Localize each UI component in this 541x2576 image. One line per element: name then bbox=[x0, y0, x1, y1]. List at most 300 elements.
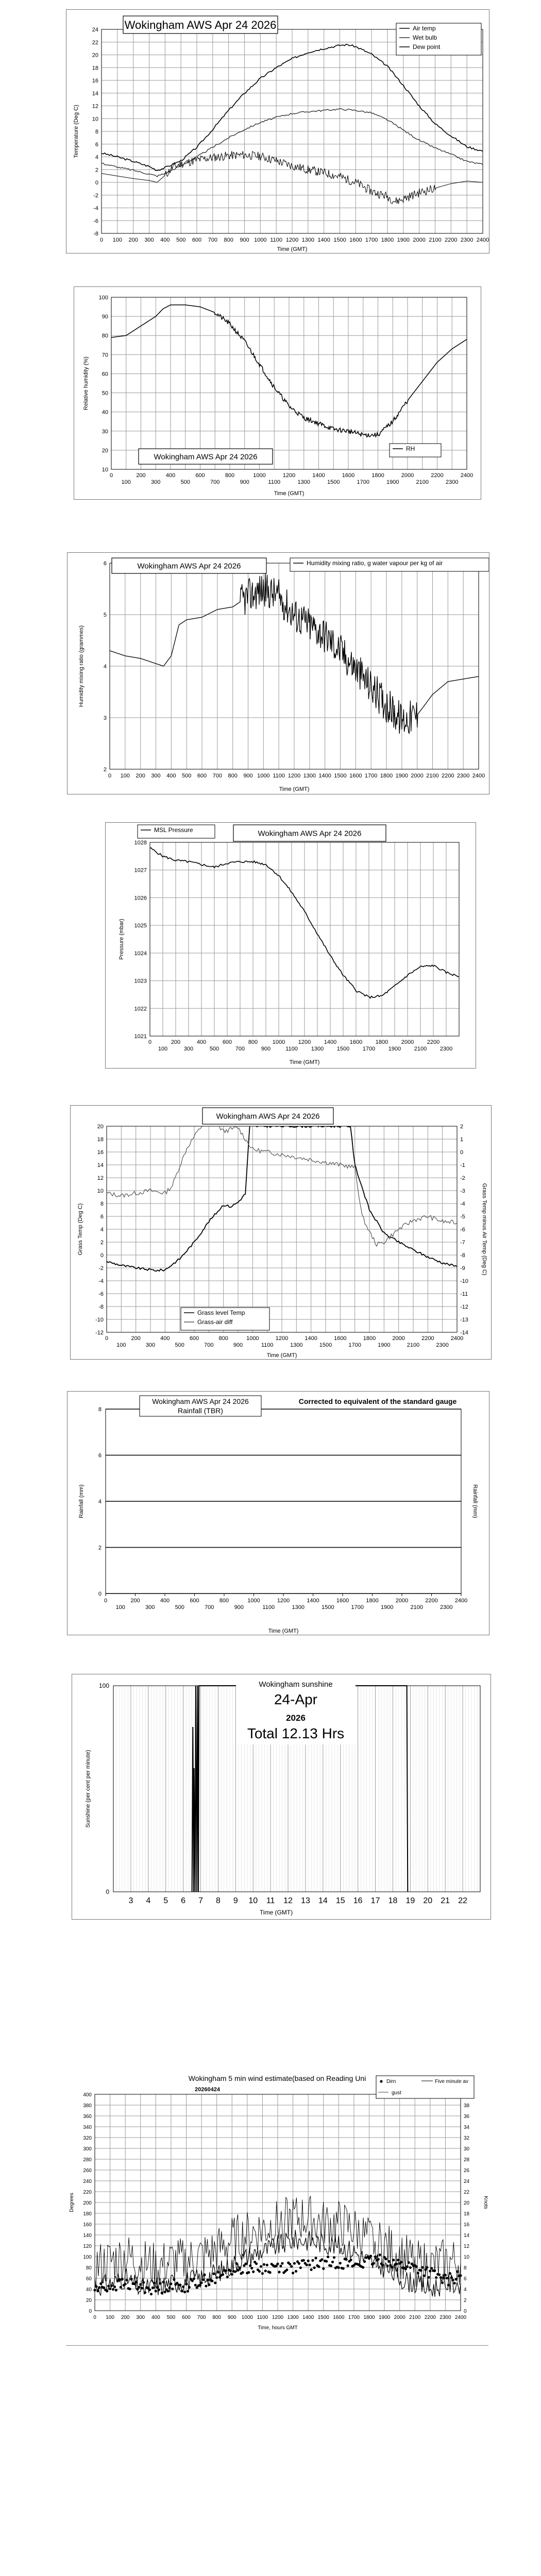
wind-direction-point bbox=[112, 2288, 114, 2291]
wind-direction-point bbox=[435, 2276, 437, 2279]
grass-xtick-minor-label: 1700 bbox=[348, 1342, 361, 1348]
rh-xtick-label: 600 bbox=[195, 472, 205, 479]
sun-chart-total: Total 12.13 Hrs bbox=[247, 1725, 345, 1741]
pressure-xtick-minor-label: 500 bbox=[209, 1046, 219, 1052]
grass-legend-label: Grass-air diff bbox=[197, 1318, 233, 1326]
temp-xtick-label: 1600 bbox=[349, 237, 362, 243]
wind-direction-point bbox=[226, 2276, 229, 2278]
grass-ytick-right-label: -11 bbox=[460, 1291, 468, 1297]
wind-direction-point bbox=[260, 2265, 262, 2268]
wind-direction-point bbox=[229, 2269, 232, 2272]
wind-ytick-right-label: 18 bbox=[464, 2211, 470, 2217]
sun-ytick-label: 100 bbox=[98, 1682, 109, 1689]
wind-direction-point bbox=[306, 2264, 308, 2266]
wind-direction-point bbox=[409, 2266, 412, 2269]
wind-direction-point bbox=[217, 2271, 219, 2274]
wind-direction-point bbox=[187, 2290, 189, 2293]
rh-ytick-label: 100 bbox=[98, 295, 108, 301]
wind-ytick-right-label: 30 bbox=[464, 2146, 470, 2152]
rh-ytick-label: 80 bbox=[102, 333, 108, 340]
grass-ytick-label: 10 bbox=[97, 1188, 104, 1194]
wind-direction-point bbox=[158, 2289, 160, 2291]
mix-xtick-label: 100 bbox=[120, 773, 130, 779]
wind-direction-point bbox=[330, 2264, 332, 2267]
wind-direction-point bbox=[200, 2281, 203, 2284]
wind-legend-label: Five minute av bbox=[435, 2079, 469, 2084]
grass-xtick-minor-label: 300 bbox=[145, 1342, 156, 1348]
temp-xtick-label: 1400 bbox=[317, 237, 330, 243]
rh-xtick-minor-label: 2100 bbox=[416, 479, 429, 485]
wind-direction-point bbox=[368, 2257, 370, 2260]
rain-y-axis-right-title: Rainfall (mm) bbox=[472, 1484, 478, 1518]
wind-direction-point bbox=[438, 2274, 441, 2276]
wind-direction-point bbox=[386, 2264, 388, 2267]
mix-xtick-label: 1000 bbox=[257, 773, 270, 779]
rain-ytick-label: 8 bbox=[98, 1406, 102, 1413]
rain-xtick-minor-label: 300 bbox=[145, 1604, 155, 1611]
rain-xtick-minor-label: 1100 bbox=[262, 1604, 275, 1611]
wind-direction-point bbox=[148, 2289, 151, 2291]
mix-xtick-label: 600 bbox=[197, 773, 207, 779]
wind-direction-point bbox=[459, 2274, 462, 2277]
wind-direction-point bbox=[120, 2286, 122, 2289]
wind-ytick-right-label: 20 bbox=[464, 2200, 470, 2206]
grass-ytick-label: 18 bbox=[97, 1137, 104, 1143]
rh-legend bbox=[390, 444, 441, 457]
rain-xtick-minor-label: 500 bbox=[175, 1604, 184, 1611]
wind-xtick-label: 1200 bbox=[272, 2315, 284, 2320]
wind-direction-point bbox=[299, 2266, 302, 2269]
rainfall-chart-svg bbox=[67, 1392, 489, 1635]
mix-ytick-label: 2 bbox=[103, 767, 107, 773]
rh-xtick-label: 2000 bbox=[401, 472, 414, 479]
wind-direction-point bbox=[212, 2273, 215, 2275]
wind-direction-point bbox=[417, 2272, 419, 2274]
wind-legend-label: gust bbox=[392, 2090, 401, 2096]
mix-xtick-label: 1200 bbox=[288, 773, 301, 779]
grass-x-axis-title: Time (GMT) bbox=[266, 1352, 297, 1359]
temp-xtick-label: 300 bbox=[144, 237, 154, 243]
temp-xtick-label: 0 bbox=[99, 237, 104, 243]
mix-xtick-label: 2300 bbox=[457, 773, 470, 779]
wind-direction-point bbox=[93, 2289, 96, 2292]
wind-direction-point bbox=[450, 2276, 453, 2279]
grass-legend-label: Grass level Temp bbox=[197, 1309, 245, 1316]
grass-xtick-label: 1000 bbox=[246, 1335, 259, 1342]
wind-direction-point bbox=[113, 2285, 116, 2288]
wind-ytick-right-label: 10 bbox=[464, 2255, 470, 2260]
rh-xtick-label: 800 bbox=[225, 472, 235, 479]
grass-xtick-label: 2400 bbox=[450, 1335, 464, 1342]
temp-ytick-label: 18 bbox=[92, 65, 98, 72]
wind-direction-point bbox=[166, 2290, 169, 2292]
wind-xtick-label: 1500 bbox=[317, 2315, 329, 2320]
wind-ytick-label: 140 bbox=[83, 2233, 92, 2239]
sun-xtick-label: 5 bbox=[163, 1896, 168, 1905]
wind-direction-point bbox=[295, 2270, 297, 2273]
temp-ytick-label: 6 bbox=[95, 141, 98, 148]
pressure-xtick-label: 400 bbox=[196, 1039, 207, 1045]
wind-ytick-label: 340 bbox=[83, 2125, 92, 2130]
pressure-xtick-minor-label: 100 bbox=[158, 1046, 168, 1052]
rh-xtick-minor-label: 500 bbox=[180, 479, 190, 485]
grass-xtick-minor-label: 2300 bbox=[436, 1342, 449, 1348]
temp-xtick-label: 900 bbox=[240, 237, 249, 243]
wind-direction-point bbox=[433, 2269, 436, 2272]
wind-direction-point bbox=[429, 2270, 431, 2273]
wind-xtick-label: 2300 bbox=[439, 2315, 451, 2320]
pressure-xtick-label: 0 bbox=[148, 1039, 152, 1045]
grass-grid bbox=[107, 1126, 457, 1332]
sunshine-chart-svg bbox=[72, 1674, 491, 1919]
wind-ytick-label: 280 bbox=[83, 2157, 92, 2163]
temp-xtick-label: 2200 bbox=[445, 237, 458, 243]
grass-chart-title: Wokingham AWS Apr 24 2026 bbox=[216, 1112, 320, 1121]
wind-direction-point bbox=[443, 2277, 445, 2279]
pressure-ytick-label: 1027 bbox=[134, 867, 147, 874]
grass-ytick-right-label: -14 bbox=[460, 1330, 468, 1336]
wind-direction-point bbox=[237, 2269, 240, 2272]
temp-xtick-label: 700 bbox=[208, 237, 218, 243]
pressure-legend-label: MSL Pressure bbox=[154, 826, 193, 834]
grass-ytick-label: -8 bbox=[98, 1304, 104, 1310]
temp-xtick-label: 1100 bbox=[270, 237, 282, 243]
wind-direction-point bbox=[249, 2264, 251, 2267]
mix-xtick-label: 1100 bbox=[273, 773, 285, 779]
grass-ytick-label: 0 bbox=[100, 1252, 104, 1259]
wind-direction-point bbox=[258, 2270, 261, 2273]
pressure-ytick-label: 1025 bbox=[134, 923, 147, 929]
wind-direction-point bbox=[453, 2282, 456, 2284]
wind-x-axis-title: Time, hours GMT bbox=[258, 2325, 298, 2331]
rain-xtick-label: 0 bbox=[104, 1598, 108, 1604]
grass-xtick-minor-label: 1900 bbox=[378, 1342, 391, 1348]
wind-direction-point bbox=[171, 2287, 174, 2290]
grass-ytick-right-label: -10 bbox=[460, 1278, 468, 1284]
mixing-ratio-chart bbox=[67, 552, 489, 794]
wind-direction-point bbox=[339, 2262, 342, 2264]
wind-direction-point bbox=[430, 2267, 433, 2269]
mix-legend-label: Humidity mixing ratio, g water vapour per kg of air bbox=[307, 560, 443, 567]
wind-direction-point bbox=[307, 2260, 310, 2262]
wind-direction-point bbox=[128, 2287, 131, 2290]
wind-direction-point bbox=[327, 2256, 329, 2258]
wind-direction-point bbox=[292, 2272, 294, 2274]
rain-xtick-minor-label: 2300 bbox=[440, 1604, 453, 1611]
wind-ytick-label: 380 bbox=[83, 2103, 92, 2109]
mix-xtick-label: 300 bbox=[151, 773, 161, 779]
wind-direction-point bbox=[374, 2256, 377, 2258]
grass-xtick-label: 600 bbox=[189, 1335, 199, 1342]
sun-xtick-label: 7 bbox=[198, 1896, 203, 1905]
rain-xtick-label: 2200 bbox=[425, 1598, 438, 1604]
rh-xtick-minor-label: 2300 bbox=[446, 479, 459, 485]
wind-direction-point bbox=[151, 2286, 154, 2289]
rain-ytick-label: 0 bbox=[98, 1591, 102, 1597]
sun-xtick-label: 12 bbox=[283, 1896, 293, 1905]
wind-ytick-label: 240 bbox=[83, 2179, 92, 2184]
grass-ytick-right-label: 2 bbox=[460, 1124, 464, 1130]
rh-xtick-label: 1000 bbox=[253, 472, 266, 479]
grass-xtick-minor-label: 1100 bbox=[261, 1342, 274, 1348]
rh-ytick-label: 70 bbox=[102, 352, 108, 359]
wind-direction-point bbox=[263, 2263, 265, 2266]
pressure-xtick-label: 1800 bbox=[375, 1039, 388, 1045]
grass-ytick-label: -10 bbox=[95, 1317, 104, 1323]
wind-ytick-label: 400 bbox=[83, 2092, 92, 2098]
temp-xtick-label: 100 bbox=[112, 237, 123, 243]
wind-direction-point bbox=[214, 2281, 216, 2284]
grass-xtick-minor-label: 500 bbox=[175, 1342, 184, 1348]
wind-legend-label: Dirn bbox=[386, 2079, 396, 2084]
wind-direction-point bbox=[420, 2269, 422, 2272]
grass-ytick-right-label: -12 bbox=[460, 1304, 468, 1310]
mix-xtick-label: 400 bbox=[166, 773, 176, 779]
wind-direction-point bbox=[247, 2271, 250, 2274]
rain-chart-note: Corrected to equivalent of the standard gauge bbox=[298, 1397, 457, 1405]
grass-ytick-right-label: -6 bbox=[460, 1227, 465, 1233]
grass-ytick-right-label: -1 bbox=[460, 1162, 465, 1168]
wind-direction-point bbox=[250, 2267, 253, 2269]
wind-direction-point bbox=[320, 2258, 323, 2261]
wind-y-axis-right-title: Knots bbox=[483, 2196, 488, 2209]
grass-xtick-minor-label: 1300 bbox=[290, 1342, 303, 1348]
wind-direction-point bbox=[121, 2278, 124, 2280]
wind-direction-point bbox=[444, 2274, 447, 2276]
wind-ytick-right-label: 2 bbox=[464, 2298, 467, 2303]
grass-ytick-label: 4 bbox=[100, 1227, 104, 1233]
pressure-chart-svg bbox=[106, 823, 476, 1068]
sun-xtick-label: 16 bbox=[353, 1896, 363, 1905]
sun-xtick-label: 21 bbox=[441, 1896, 450, 1905]
wind-xtick-label: 2200 bbox=[424, 2315, 436, 2320]
wind-direction-point bbox=[441, 2281, 444, 2284]
rain-xtick-label: 1400 bbox=[307, 1598, 319, 1604]
wind-ytick-right-label: 34 bbox=[464, 2125, 470, 2130]
sun-xtick-label: 18 bbox=[388, 1896, 398, 1905]
wind-direction-point bbox=[208, 2283, 210, 2286]
pressure-x-axis-title: Time (GMT) bbox=[289, 1059, 320, 1065]
rain-xtick-minor-label: 1500 bbox=[322, 1604, 334, 1611]
grass-ytick-right-label: -4 bbox=[460, 1201, 465, 1207]
wind-direction-point bbox=[141, 2287, 143, 2290]
wind-ytick-right-label: 16 bbox=[464, 2222, 470, 2228]
pressure-xtick-minor-label: 700 bbox=[235, 1046, 245, 1052]
wind-chart-date: 20260424 bbox=[195, 2087, 220, 2093]
mix-xtick-label: 1900 bbox=[395, 773, 409, 779]
rh-ytick-label: 30 bbox=[102, 428, 108, 435]
rain-xtick-label: 2400 bbox=[454, 1598, 468, 1604]
wind-direction-point bbox=[400, 2261, 402, 2263]
rain-xtick-label: 600 bbox=[190, 1598, 199, 1604]
temp-xtick-label: 2300 bbox=[460, 237, 474, 243]
sun-chart-title: Wokingham sunshine bbox=[259, 1680, 333, 1689]
wind-direction-point bbox=[449, 2272, 451, 2275]
rain-xtick-label: 1800 bbox=[366, 1598, 379, 1604]
grass-xtick-label: 200 bbox=[131, 1335, 141, 1342]
wind-xtick-label: 1400 bbox=[302, 2315, 314, 2320]
wind-direction-point bbox=[311, 2259, 314, 2262]
wind-ytick-label: 260 bbox=[83, 2168, 92, 2174]
wind-ytick-label: 20 bbox=[86, 2298, 92, 2303]
wind-direction-point bbox=[109, 2287, 111, 2290]
wind-direction-point bbox=[255, 2262, 258, 2265]
wind-legend-dirn-swatch bbox=[380, 2080, 382, 2082]
wind-direction-point bbox=[317, 2265, 320, 2268]
mix-xtick-label: 800 bbox=[228, 773, 238, 779]
wind-direction-point bbox=[345, 2258, 348, 2261]
humidity-chart bbox=[74, 286, 481, 500]
wind-direction-point bbox=[421, 2266, 424, 2268]
wind-xtick-label: 600 bbox=[182, 2315, 191, 2320]
wind-xtick-label: 2000 bbox=[394, 2315, 405, 2320]
mix-xtick-label: 2100 bbox=[426, 773, 439, 779]
wind-direction-point bbox=[161, 2292, 163, 2294]
wind-direction-point bbox=[231, 2273, 233, 2276]
wind-direction-point bbox=[290, 2265, 293, 2268]
pressure-ytick-label: 1022 bbox=[134, 1006, 147, 1012]
wind-direction-point bbox=[415, 2265, 418, 2268]
wind-ytick-label: 80 bbox=[86, 2265, 92, 2271]
wind-direction-point bbox=[397, 2259, 399, 2261]
grass-ytick-label: 12 bbox=[97, 1175, 104, 1181]
wind-direction-point bbox=[314, 2257, 317, 2259]
rain-xtick-minor-label: 100 bbox=[115, 1604, 125, 1611]
wind-direction-point bbox=[293, 2262, 296, 2265]
rh-xtick-minor-label: 1900 bbox=[386, 479, 399, 485]
mix-chart-title: Wokingham AWS Apr 24 2026 bbox=[137, 562, 241, 571]
sun-xtick-label: 9 bbox=[233, 1896, 238, 1905]
wind-direction-point bbox=[373, 2262, 375, 2265]
mix-xtick-label: 700 bbox=[212, 773, 223, 779]
temp-xtick-label: 1700 bbox=[365, 237, 378, 243]
pressure-xtick-label: 2200 bbox=[427, 1039, 440, 1045]
wind-direction-point bbox=[199, 2284, 201, 2286]
grass-xtick-label: 1400 bbox=[305, 1335, 317, 1342]
wind-direction-point bbox=[457, 2270, 459, 2273]
rain-xtick-minor-label: 700 bbox=[205, 1604, 214, 1611]
rh-xtick-minor-label: 300 bbox=[151, 479, 161, 485]
wind-ytick-right-label: 26 bbox=[464, 2168, 470, 2174]
temp-xtick-label: 1900 bbox=[397, 237, 410, 243]
wind-direction-point bbox=[144, 2291, 146, 2294]
wind-direction-point bbox=[201, 2278, 204, 2281]
wind-direction-point bbox=[426, 2266, 428, 2268]
mix-xtick-label: 1800 bbox=[380, 773, 393, 779]
rain-chart-subtitle: Rainfall (TBR) bbox=[178, 1406, 223, 1415]
sun-xtick-label: 19 bbox=[405, 1896, 415, 1905]
rain-xtick-label: 1600 bbox=[336, 1598, 349, 1604]
temp-xtick-label: 1300 bbox=[301, 237, 315, 243]
rh-xtick-label: 400 bbox=[165, 472, 176, 479]
wind-direction-point bbox=[235, 2262, 238, 2265]
mix-xtick-label: 1300 bbox=[303, 773, 316, 779]
grass-y-axis-right-title: Grass Temp minus Air Temp (Deg C) bbox=[481, 1183, 487, 1276]
wind-direction-point bbox=[322, 2267, 325, 2270]
wind-direction-point bbox=[183, 2291, 186, 2293]
wind-xtick-label: 400 bbox=[151, 2315, 160, 2320]
grass-ytick-label: 16 bbox=[97, 1149, 104, 1156]
rh-xtick-label: 1200 bbox=[282, 472, 296, 479]
wind-xtick-label: 800 bbox=[212, 2315, 222, 2320]
wind-ytick-label: 120 bbox=[83, 2244, 92, 2249]
wind-direction-point bbox=[103, 2286, 105, 2289]
pressure-xtick-minor-label: 1700 bbox=[362, 1046, 376, 1052]
mix-xtick-label: 2200 bbox=[442, 773, 454, 779]
pressure-xtick-minor-label: 2100 bbox=[414, 1046, 427, 1052]
sun-xtick-label: 10 bbox=[248, 1896, 258, 1905]
wind-xtick-label: 900 bbox=[227, 2315, 236, 2320]
wind-direction-point bbox=[162, 2281, 165, 2283]
wind-xtick-label: 2100 bbox=[409, 2315, 421, 2320]
temperature-chart bbox=[66, 9, 489, 253]
wind-direction-point bbox=[289, 2263, 291, 2265]
temp-xtick-label: 1000 bbox=[254, 237, 267, 243]
rain-x-axis-title: Time (GMT) bbox=[268, 1628, 299, 1634]
grass-ytick-label: -6 bbox=[98, 1291, 104, 1297]
temp-xtick-label: 800 bbox=[224, 237, 233, 243]
grass-ytick-label: 2 bbox=[100, 1240, 104, 1246]
grass-ytick-label: 8 bbox=[100, 1201, 104, 1207]
rh-xtick-minor-label: 100 bbox=[121, 479, 131, 485]
sun-xtick-label: 4 bbox=[146, 1896, 151, 1905]
temp-ytick-label: 10 bbox=[92, 116, 98, 123]
wind-direction-point bbox=[95, 2285, 97, 2288]
mix-xtick-label: 2400 bbox=[472, 773, 485, 779]
temp-xtick-label: 1800 bbox=[381, 237, 394, 243]
rh-ytick-label: 50 bbox=[102, 390, 108, 397]
temp-xtick-label: 2000 bbox=[413, 237, 426, 243]
mix-xtick-label: 0 bbox=[108, 773, 112, 779]
rh-xtick-label: 0 bbox=[109, 472, 113, 479]
sun-xtick-label: 11 bbox=[266, 1896, 275, 1905]
wind-direction-point bbox=[138, 2286, 140, 2289]
sun-ytick-label: 0 bbox=[106, 1888, 109, 1895]
wind-direction-point bbox=[124, 2283, 127, 2285]
wind-ytick-label: 220 bbox=[83, 2190, 92, 2195]
temp-ytick-label: 4 bbox=[95, 154, 98, 161]
rh-y-axis-title: Relative humidity (%) bbox=[83, 357, 89, 410]
wind-direction-point bbox=[406, 2265, 409, 2268]
pressure-xtick-minor-label: 1900 bbox=[388, 1046, 401, 1052]
pressure-ytick-label: 1023 bbox=[134, 978, 147, 985]
wind-direction-point bbox=[130, 2278, 132, 2280]
wind-direction-point bbox=[179, 2283, 181, 2286]
rh-xtick-minor-label: 1300 bbox=[297, 479, 310, 485]
wind-direction-point bbox=[379, 2253, 381, 2256]
wind-direction-point bbox=[155, 2290, 157, 2292]
wind-direction-point bbox=[194, 2284, 197, 2286]
rain-xtick-label: 1200 bbox=[277, 1598, 290, 1604]
temp-legend-label: Dew point bbox=[413, 43, 441, 50]
pressure-xtick-label: 800 bbox=[248, 1039, 258, 1045]
wind-direction-point bbox=[439, 2276, 442, 2279]
temp-ytick-label: 0 bbox=[95, 180, 98, 186]
wind-ytick-label: 300 bbox=[83, 2146, 92, 2152]
pressure-ytick-label: 1026 bbox=[134, 895, 147, 902]
grass-xtick-label: 1800 bbox=[363, 1335, 376, 1342]
wind-direction-point bbox=[96, 2290, 99, 2292]
pressure-y-axis-title: Pressure (mbar) bbox=[119, 919, 125, 960]
wind-ytick-right-label: 36 bbox=[464, 2114, 470, 2120]
wind-direction-point bbox=[261, 2272, 264, 2275]
wind-direction-point bbox=[168, 2286, 171, 2289]
wind-direction-point bbox=[369, 2255, 372, 2257]
temp-ytick-label: 24 bbox=[92, 27, 98, 33]
mix-xtick-label: 500 bbox=[181, 773, 192, 779]
mix-grid bbox=[110, 563, 479, 769]
rain-xtick-label: 400 bbox=[160, 1598, 170, 1604]
